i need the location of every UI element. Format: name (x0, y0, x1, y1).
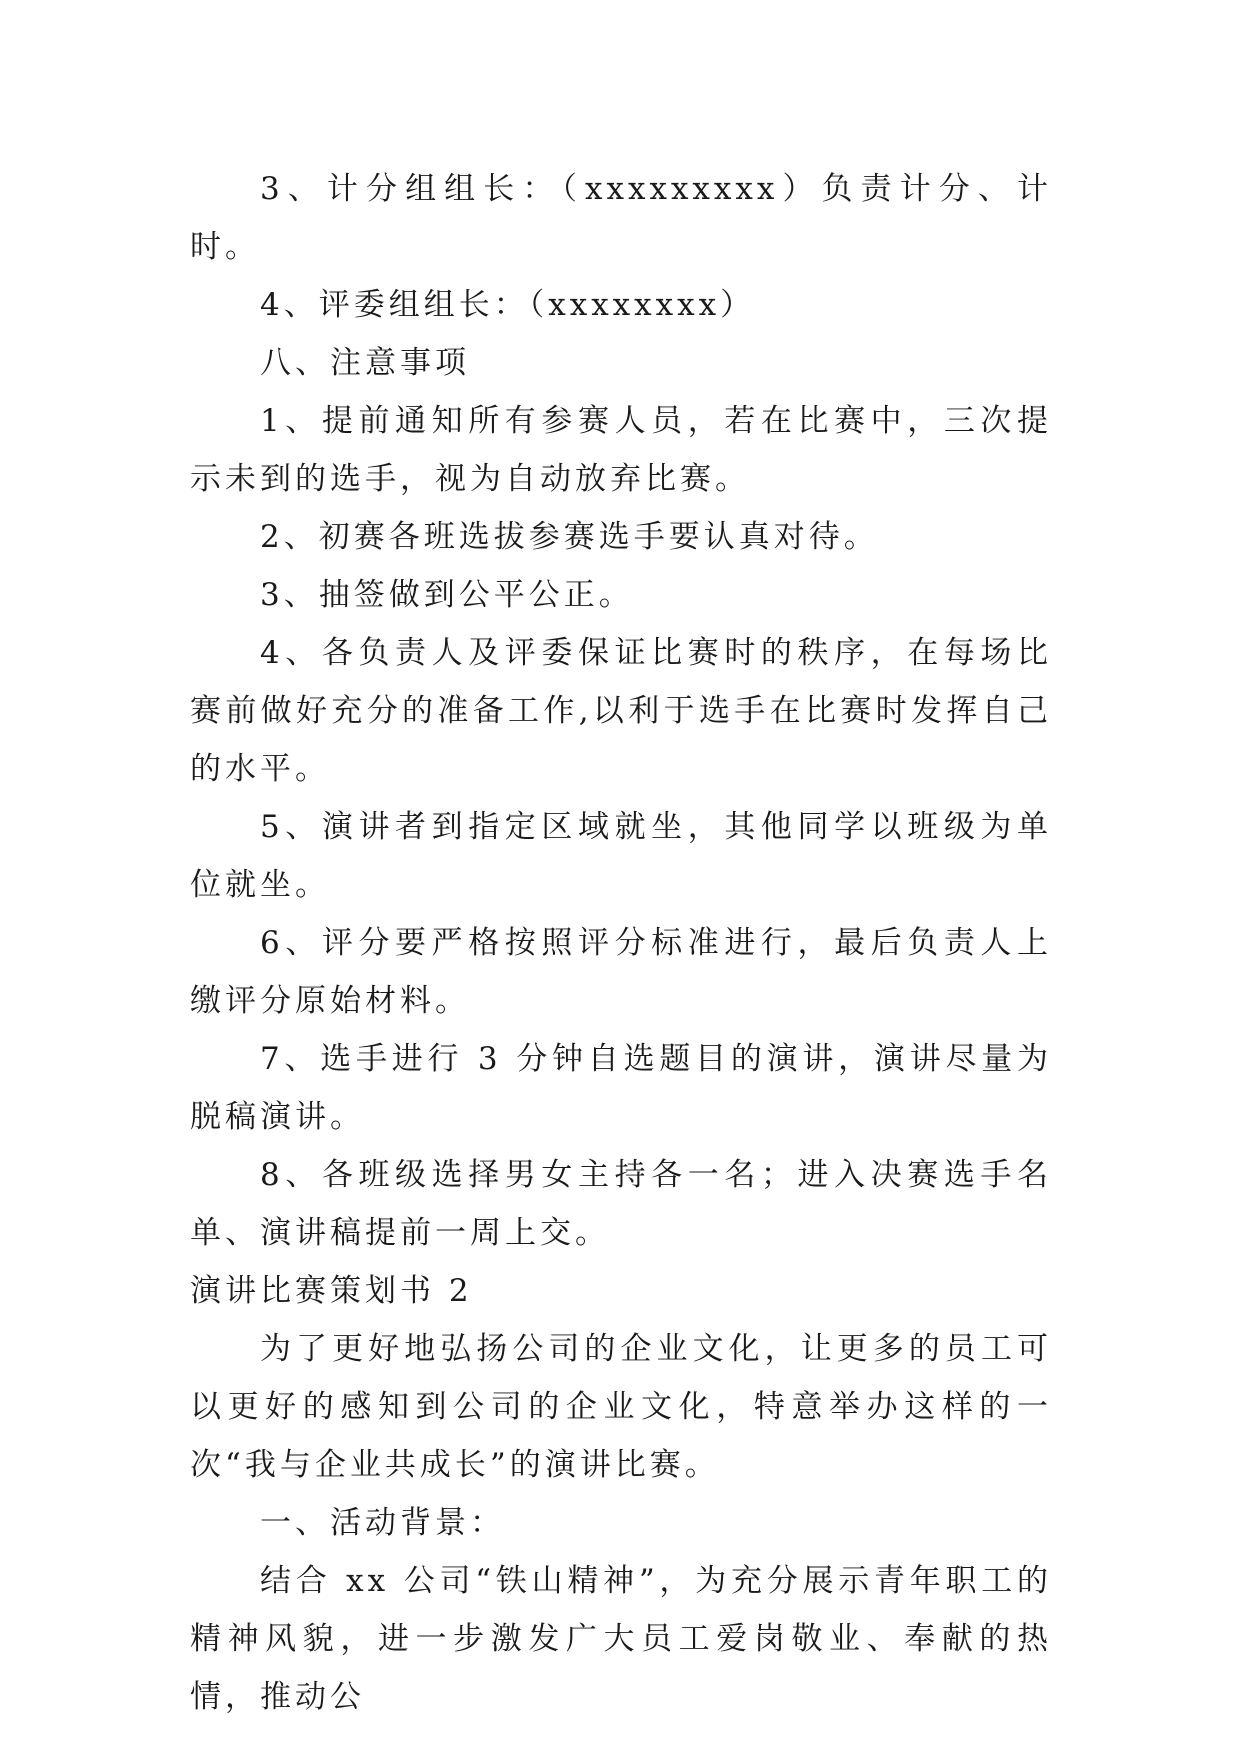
paragraph-11: 8、各班级选择男女主持各一名；进入决赛选手名单、演讲稿提前一周上交。 (190, 1157, 1052, 1251)
section-heading-background: 一、活动背景： (260, 1505, 505, 1541)
paragraph-1: 3、计分组组长：（xxxxxxxxx）负责计分、计时。 (190, 171, 1052, 265)
paragraph-6: 3、抽签做到公平公正。 (260, 577, 634, 613)
paragraph-13: 为了更好地弘扬公司的企业文化，让更多的员工可以更好的感知到公司的企业文化，特意举办这样的一次“我与企业共成长”的演讲比赛。 (190, 1331, 1052, 1483)
paragraph-2: 4、评委组组长：（xxxxxxxx） (260, 287, 756, 323)
paragraph-10: 7、选手进行 3 分钟自选题目的演讲，演讲尽量为脱稿演讲。 (190, 1041, 1052, 1135)
paragraph-4: 1、提前通知所有参赛人员，若在比赛中，三次提示未到的选手，视为自动放弃比赛。 (190, 403, 1052, 497)
paragraph-7: 4、各负责人及评委保证比赛时的秩序，在每场比赛前做好充分的准备工作,以利于选手在比赛时发挥自己的水平。 (190, 635, 1052, 787)
paragraph-8: 5、演讲者到指定区域就坐，其他同学以班级为单位就坐。 (190, 809, 1052, 903)
section-heading-notes: 八、注意事项 (260, 345, 470, 381)
paragraph-15: 结合 xx 公司“铁山精神”，为充分展示青年职工的精神风貌，进一步激发广大员工爱岗敬业、奉献的热情，推动公 (190, 1563, 1052, 1715)
document-body (190, 160, 1052, 1726)
paragraph-9: 6、评分要严格按照评分标准进行，最后负责人上缴评分原始材料。 (190, 925, 1052, 1019)
paragraph-5: 2、初赛各班选拔参赛选手要认真对待。 (260, 519, 879, 555)
document-title-2: 演讲比赛策划书 2 (190, 1273, 473, 1309)
